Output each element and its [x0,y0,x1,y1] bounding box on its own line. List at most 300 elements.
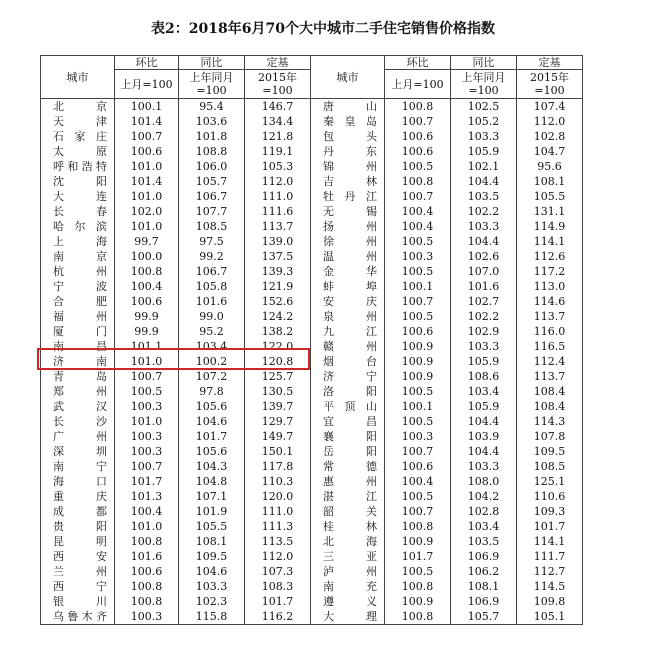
yoy-cell: 102.8 [451,504,517,519]
mom-cell: 100.7 [115,129,179,144]
base-cell: 117.8 [245,459,311,474]
city-cell: 南宁 [41,459,115,474]
yoy-cell: 102.2 [451,204,517,219]
city-cell: 南昌 [41,339,115,354]
yoy-cell: 109.5 [179,549,245,564]
mom-cell: 100.5 [385,309,451,324]
base-cell: 130.5 [245,384,311,399]
base-cell: 107.8 [517,429,583,444]
mom-cell: 100.1 [385,399,451,414]
mom-cell: 100.8 [385,519,451,534]
city-cell: 哈尔滨 [41,219,115,234]
city-cell: 金华 [311,264,385,279]
mom-cell: 100.5 [385,384,451,399]
yoy-cell: 102.7 [451,294,517,309]
base-cell: 114.5 [517,579,583,594]
yoy-cell: 106.7 [179,264,245,279]
yoy-cell: 95.2 [179,324,245,339]
yoy-cell: 106.7 [179,189,245,204]
city-cell: 海口 [41,474,115,489]
yoy-cell: 103.3 [179,579,245,594]
yoy-cell: 103.3 [451,219,517,234]
base-cell: 109.3 [517,504,583,519]
base-cell: 110.6 [517,489,583,504]
yoy-cell: 107.2 [179,369,245,384]
col-subheader-mom: 上月=100 [385,70,451,99]
city-cell: 锦州 [311,159,385,174]
base-cell: 111.6 [245,204,311,219]
city-cell: 石家庄 [41,129,115,144]
yoy-cell: 102.5 [451,99,517,115]
yoy-cell: 104.4 [451,444,517,459]
city-cell: 烟台 [311,354,385,369]
yoy-cell: 107.7 [179,204,245,219]
yoy-cell: 104.4 [451,174,517,189]
base-cell: 131.1 [517,204,583,219]
mom-cell: 101.7 [115,474,179,489]
city-cell: 牡丹江 [311,189,385,204]
yoy-cell: 105.6 [179,399,245,414]
table-row [41,324,583,339]
mom-cell: 100.3 [385,429,451,444]
mom-cell: 100.5 [385,234,451,249]
mom-cell: 100.8 [385,99,451,115]
mom-cell: 99.7 [115,234,179,249]
city-cell: 宁波 [41,279,115,294]
table-row [41,159,583,174]
base-cell: 139.0 [245,234,311,249]
base-cell: 121.8 [245,129,311,144]
mom-cell: 100.9 [385,534,451,549]
city-cell: 长春 [41,204,115,219]
col-header-mom: 环比 [115,56,179,70]
yoy-cell: 105.9 [451,354,517,369]
table-row [41,189,583,204]
base-cell: 114.6 [517,294,583,309]
mom-cell: 100.5 [385,414,451,429]
base-cell: 110.3 [245,474,311,489]
base-cell: 125.7 [245,369,311,384]
base-cell: 113.7 [517,369,583,384]
base-cell: 139.7 [245,399,311,414]
table-row [41,489,583,504]
base-cell: 112.4 [517,354,583,369]
mom-cell: 101.0 [115,219,179,234]
table-row [41,114,583,129]
city-cell: 合肥 [41,294,115,309]
base-cell: 108.3 [245,579,311,594]
mom-cell: 100.8 [385,579,451,594]
base-cell: 114.3 [517,414,583,429]
mom-cell: 101.3 [115,489,179,504]
table-row [41,369,583,384]
table-row [41,534,583,549]
yoy-cell: 108.1 [451,579,517,594]
yoy-cell: 107.0 [451,264,517,279]
city-cell: 乌鲁木齐 [41,609,115,625]
mom-cell: 101.4 [115,114,179,129]
col-subheader-mom: 上月=100 [115,70,179,99]
yoy-cell: 106.0 [179,159,245,174]
city-cell: 常德 [311,459,385,474]
base-cell: 112.7 [517,564,583,579]
base-cell: 112.0 [245,549,311,564]
table-row [41,174,583,189]
base-cell: 105.3 [245,159,311,174]
mom-cell: 99.9 [115,309,179,324]
mom-cell: 100.6 [385,144,451,159]
base-cell: 114.9 [517,219,583,234]
base-cell: 112.0 [517,114,583,129]
city-cell: 扬州 [311,219,385,234]
table-row [41,309,583,324]
mom-cell: 100.4 [385,474,451,489]
base-cell: 129.7 [245,414,311,429]
city-cell: 蚌埠 [311,279,385,294]
mom-cell: 100.4 [115,279,179,294]
mom-cell: 100.3 [115,609,179,625]
base-cell: 113.7 [245,219,311,234]
yoy-cell: 103.3 [451,459,517,474]
yoy-cell: 105.9 [451,144,517,159]
city-cell: 宜昌 [311,414,385,429]
mom-cell: 100.8 [385,174,451,189]
base-cell: 95.6 [517,159,583,174]
yoy-cell: 102.9 [451,324,517,339]
table-row [41,99,583,115]
base-cell: 112.6 [517,249,583,264]
city-cell: 桂林 [311,519,385,534]
base-cell: 117.2 [517,264,583,279]
yoy-cell: 104.3 [179,459,245,474]
base-cell: 105.1 [517,609,583,625]
yoy-cell: 105.9 [451,399,517,414]
city-cell: 九江 [311,324,385,339]
table-body [41,99,583,625]
col-header-base: 定基 [517,56,583,70]
mom-cell: 100.7 [385,444,451,459]
table-row [41,339,583,354]
mom-cell: 100.7 [385,504,451,519]
col-header-city: 城市 [311,56,385,99]
city-cell: 深圳 [41,444,115,459]
mom-cell: 100.4 [115,504,179,519]
yoy-cell: 103.5 [451,189,517,204]
table-row [41,519,583,534]
mom-cell: 101.0 [115,414,179,429]
mom-cell: 100.9 [385,354,451,369]
city-cell: 广州 [41,429,115,444]
base-cell: 105.5 [517,189,583,204]
mom-cell: 101.4 [115,174,179,189]
yoy-cell: 106.2 [451,564,517,579]
yoy-cell: 101.6 [179,294,245,309]
base-cell: 137.5 [245,249,311,264]
yoy-cell: 97.8 [179,384,245,399]
city-cell: 武汉 [41,399,115,414]
price-index-table [40,55,583,625]
yoy-cell: 104.6 [179,564,245,579]
city-cell: 秦皇岛 [311,114,385,129]
mom-cell: 101.7 [385,549,451,564]
base-cell: 138.2 [245,324,311,339]
city-cell: 太原 [41,144,115,159]
yoy-cell: 102.2 [451,309,517,324]
mom-cell: 100.8 [385,609,451,625]
mom-cell: 100.8 [115,534,179,549]
mom-cell: 100.6 [385,129,451,144]
base-cell: 101.7 [245,594,311,609]
table-row [41,579,583,594]
base-cell: 104.7 [517,144,583,159]
base-cell: 122.0 [245,339,311,354]
mom-cell: 100.7 [115,369,179,384]
col-subheader-yoy: 上年同月=100 [179,70,245,99]
yoy-cell: 106.9 [451,594,517,609]
city-cell: 泸州 [311,564,385,579]
yoy-cell: 101.8 [179,129,245,144]
mom-cell: 100.1 [385,279,451,294]
yoy-cell: 95.4 [179,99,245,115]
col-header-city: 城市 [41,56,115,99]
mom-cell: 100.4 [385,204,451,219]
city-cell: 济宁 [311,369,385,384]
mom-cell: 100.6 [385,324,451,339]
base-cell: 152.6 [245,294,311,309]
city-cell: 南京 [41,249,115,264]
city-cell: 丹东 [311,144,385,159]
yoy-cell: 99.2 [179,249,245,264]
mom-cell: 100.5 [385,264,451,279]
city-cell: 赣州 [311,339,385,354]
base-cell: 107.3 [245,564,311,579]
base-cell: 108.4 [517,384,583,399]
city-cell: 福州 [41,309,115,324]
mom-cell: 100.7 [115,459,179,474]
base-cell: 120.8 [245,354,311,369]
city-cell: 徐州 [311,234,385,249]
table-row [41,414,583,429]
table-row [41,249,583,264]
col-subheader-base: 2015年=100 [517,70,583,99]
yoy-cell: 104.2 [451,489,517,504]
mom-cell: 100.3 [115,399,179,414]
mom-cell: 100.5 [385,489,451,504]
yoy-cell: 106.9 [451,549,517,564]
table-row [41,549,583,564]
mom-cell: 100.8 [115,264,179,279]
yoy-cell: 105.2 [451,114,517,129]
yoy-cell: 108.0 [451,474,517,489]
base-cell: 116.2 [245,609,311,625]
table-row [41,399,583,414]
city-cell: 唐山 [311,99,385,115]
yoy-cell: 105.7 [179,174,245,189]
city-cell: 安庆 [311,294,385,309]
yoy-cell: 103.3 [451,339,517,354]
base-cell: 124.2 [245,309,311,324]
yoy-cell: 105.8 [179,279,245,294]
yoy-cell: 99.0 [179,309,245,324]
city-cell: 平顶山 [311,399,385,414]
base-cell: 111.0 [245,189,311,204]
city-cell: 三亚 [311,549,385,564]
city-cell: 无锡 [311,204,385,219]
base-cell: 116.5 [517,339,583,354]
table-row [41,354,583,369]
base-cell: 111.3 [245,519,311,534]
table-row [41,564,583,579]
base-cell: 120.0 [245,489,311,504]
city-cell: 温州 [311,249,385,264]
city-cell: 泉州 [311,309,385,324]
city-cell: 北京 [41,99,115,115]
base-cell: 146.7 [245,99,311,115]
city-cell: 银川 [41,594,115,609]
table-row [41,504,583,519]
yoy-cell: 108.6 [451,369,517,384]
mom-cell: 100.6 [115,144,179,159]
table-row [41,474,583,489]
city-cell: 成都 [41,504,115,519]
yoy-cell: 105.7 [451,609,517,625]
yoy-cell: 102.6 [451,249,517,264]
table-row [41,459,583,474]
base-cell: 149.7 [245,429,311,444]
city-cell: 大理 [311,609,385,625]
mom-cell: 100.3 [115,429,179,444]
table-row [41,444,583,459]
city-cell: 昆明 [41,534,115,549]
base-cell: 111.7 [517,549,583,564]
base-cell: 108.1 [517,174,583,189]
col-header-yoy: 同比 [451,56,517,70]
yoy-cell: 101.9 [179,504,245,519]
city-cell: 济南 [41,354,115,369]
table-row [41,234,583,249]
mom-cell: 100.9 [385,369,451,384]
mom-cell: 102.0 [115,204,179,219]
yoy-cell: 103.4 [451,519,517,534]
yoy-cell: 105.6 [179,444,245,459]
yoy-cell: 104.4 [451,414,517,429]
city-cell: 大连 [41,189,115,204]
col-header-base: 定基 [245,56,311,70]
yoy-cell: 104.8 [179,474,245,489]
base-cell: 109.5 [517,444,583,459]
city-cell: 襄阳 [311,429,385,444]
city-cell: 重庆 [41,489,115,504]
base-cell: 114.1 [517,234,583,249]
base-cell: 150.1 [245,444,311,459]
table-row [41,294,583,309]
base-cell: 108.4 [517,399,583,414]
base-cell: 134.4 [245,114,311,129]
city-cell: 吉林 [311,174,385,189]
base-cell: 113.0 [517,279,583,294]
city-cell: 贵阳 [41,519,115,534]
city-cell: 惠州 [311,474,385,489]
yoy-cell: 103.4 [451,384,517,399]
mom-cell: 101.0 [115,159,179,174]
col-header-yoy: 同比 [179,56,245,70]
table-row [41,429,583,444]
base-cell: 112.0 [245,174,311,189]
mom-cell: 101.0 [115,354,179,369]
mom-cell: 100.1 [115,99,179,115]
mom-cell: 100.0 [115,249,179,264]
city-cell: 厦门 [41,324,115,339]
table-row [41,594,583,609]
city-cell: 岳阳 [311,444,385,459]
table-row [41,204,583,219]
yoy-cell: 104.6 [179,414,245,429]
base-cell: 125.1 [517,474,583,489]
city-cell: 呼和浩特 [41,159,115,174]
table-row [41,129,583,144]
mom-cell: 100.9 [385,594,451,609]
base-cell: 114.1 [517,534,583,549]
table-row [41,219,583,234]
mom-cell: 100.8 [115,579,179,594]
table-row [41,264,583,279]
table-title: 表2：2018年6月70个大中城市二手住宅销售价格指数 [151,21,495,37]
mom-cell: 100.7 [385,294,451,309]
city-cell: 青岛 [41,369,115,384]
yoy-cell: 103.4 [179,339,245,354]
mom-cell: 100.3 [385,249,451,264]
yoy-cell: 103.5 [451,534,517,549]
mom-cell: 100.6 [385,459,451,474]
city-cell: 遵义 [311,594,385,609]
city-cell: 包头 [311,129,385,144]
yoy-cell: 108.1 [179,534,245,549]
table-row [41,144,583,159]
city-cell: 上海 [41,234,115,249]
city-cell: 湛江 [311,489,385,504]
city-cell: 杭州 [41,264,115,279]
yoy-cell: 102.1 [451,159,517,174]
base-cell: 109.8 [517,594,583,609]
mom-cell: 101.0 [115,519,179,534]
mom-cell: 101.0 [115,189,179,204]
base-cell: 119.1 [245,144,311,159]
mom-cell: 100.6 [115,564,179,579]
col-subheader-base: 2015年=100 [245,70,311,99]
yoy-cell: 108.5 [179,219,245,234]
mom-cell: 100.5 [385,564,451,579]
mom-cell: 100.4 [385,219,451,234]
mom-cell: 100.5 [385,159,451,174]
city-cell: 天津 [41,114,115,129]
city-cell: 西宁 [41,579,115,594]
base-cell: 139.3 [245,264,311,279]
mom-cell: 100.6 [115,294,179,309]
yoy-cell: 97.5 [179,234,245,249]
city-cell: 郑州 [41,384,115,399]
yoy-cell: 103.9 [451,429,517,444]
col-header-mom: 环比 [385,56,451,70]
mom-cell: 100.8 [115,594,179,609]
mom-cell: 100.3 [115,444,179,459]
yoy-cell: 103.6 [179,114,245,129]
city-cell: 北海 [311,534,385,549]
base-cell: 101.7 [517,519,583,534]
base-cell: 113.7 [517,309,583,324]
base-cell: 111.0 [245,504,311,519]
yoy-cell: 101.7 [179,429,245,444]
table-row [41,384,583,399]
